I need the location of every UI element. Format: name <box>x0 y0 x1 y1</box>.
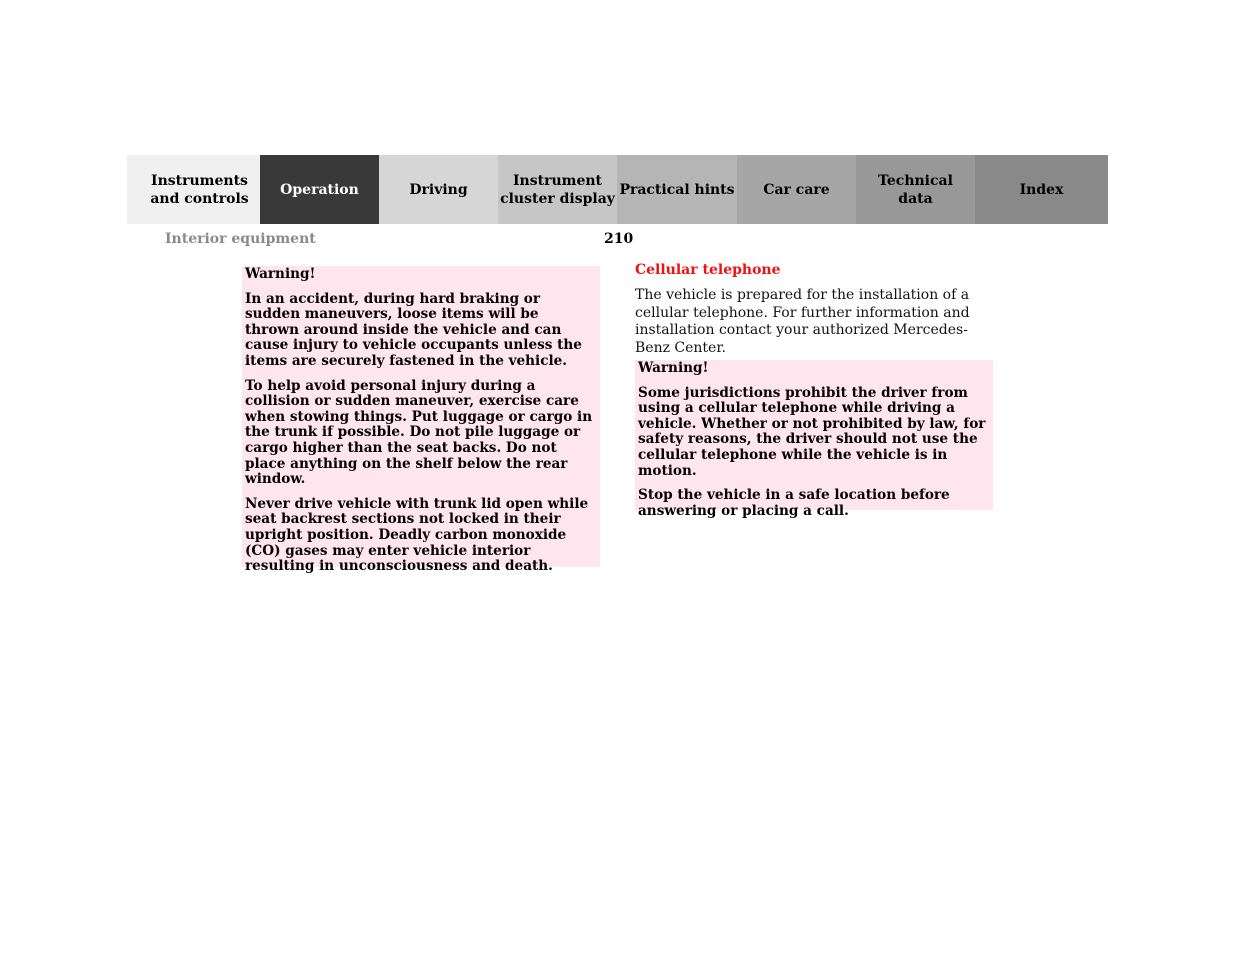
tab-operation[interactable]: Operation <box>260 155 379 224</box>
warning-paragraph: In an accident, during hard braking or sudden maneuvers, loose items will be thrown around inside the vehicle and can cause injury to vehicle occupants unless the items are securely fastened in the vehicle. <box>245 290 582 369</box>
warning-paragraph: Never drive vehicle with trunk lid open while seat backrest sections not locked in their upright position. Deadly carbon monoxide (CO) gases may enter vehicle interior resulting in unconsciousness and death. <box>245 495 589 575</box>
chapter-tab-bar <box>127 155 1108 224</box>
tab-driving[interactable]: Driving <box>379 155 498 224</box>
warning-box-cellular <box>635 360 993 519</box>
warning-paragraph: Some jurisdictions prohibit the driver from using a cellular telephone while driving a vehicle. Whether or not prohibited by law, for safety reasons, the driver should not use the cellular telephone while the vehicle is in motion. <box>638 384 986 479</box>
warning-title: Warning! <box>245 266 316 282</box>
tab-instruments-and-controls[interactable]: Instruments and controls <box>127 155 260 224</box>
tab-technical-data[interactable]: Technical data <box>856 155 975 224</box>
warning-paragraph: Stop the vehicle in a safe location before answering or placing a call. <box>638 487 950 519</box>
page-number: 210 <box>604 231 634 247</box>
tab-car-care[interactable]: Car care <box>737 155 856 224</box>
cellular-telephone-heading: Cellular telephone <box>635 262 781 278</box>
cellular-telephone-body: The vehicle is prepared for the installation of a cellular telephone. For further information and installation contact your authorized Mercedes-Benz Center. <box>635 287 970 356</box>
warning-paragraph: To help avoid personal injury during a collision or sudden maneuver, exercise care when stowing things. Put luggage or cargo in the trunk if possible. Do not pile luggage or cargo higher than the seat backs. Do not place anything on the shelf below the rear window. <box>245 377 593 488</box>
tab-index[interactable]: Index <box>975 155 1108 224</box>
section-label: Interior equipment <box>165 231 316 247</box>
tab-practical-hints[interactable]: Practical hints <box>617 155 737 224</box>
warning-box-loose-items <box>242 266 600 575</box>
tab-instrument-cluster-display[interactable]: Instrument cluster display <box>498 155 617 224</box>
warning-title: Warning! <box>638 360 709 376</box>
